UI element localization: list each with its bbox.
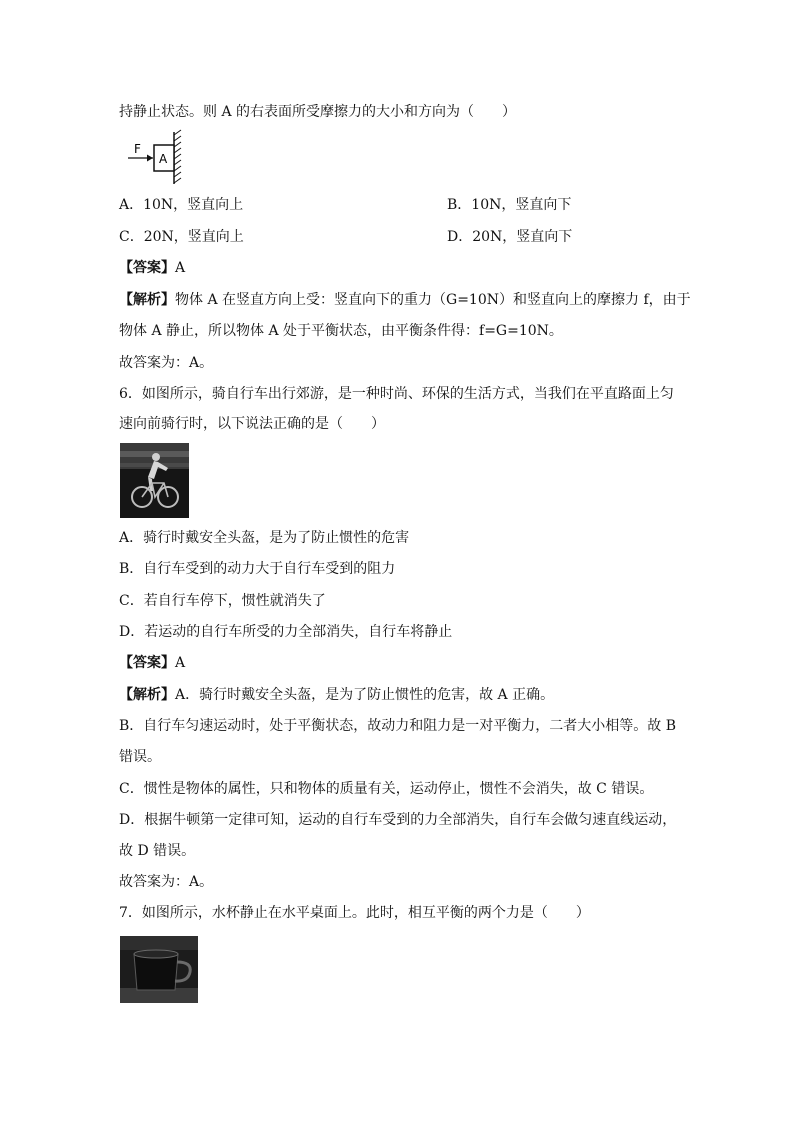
answer-tag: 【答案】	[119, 260, 175, 276]
q6-conclusion: 故答案为：A。	[119, 874, 214, 890]
answer-value: A	[175, 655, 186, 671]
q7-stem: 7．如图所示，水杯静止在水平桌面上。此时，相互平衡的两个力是（ ）	[119, 905, 590, 921]
q5-analysis-line-2: 物体 A 静止，所以物体 A 处于平衡状态，由平衡条件得：f=G=10N。	[119, 323, 563, 339]
q6-analysis-b-line-1: B．自行车匀速运动时，处于平衡状态，故动力和阻力是一对平衡力，二者大小相等。故 B	[119, 718, 677, 734]
q6-analysis-d-line-1: D．根据牛顿第一定律可知，运动的自行车受到的力全部消失，自行车会做匀速直线运动，	[119, 812, 677, 828]
q6-option-d: D．若运动的自行车所受的力全部消失，自行车将静止	[119, 624, 453, 640]
q5-conclusion: 故答案为：A。	[119, 355, 214, 371]
q5-stem: 持静止状态。则 A 的右表面所受摩擦力的大小和方向为（ ）	[119, 104, 517, 120]
q5-option-d: D．20N，竖直向下	[447, 229, 573, 245]
block-label: A	[159, 152, 168, 166]
q6-analysis-a	[119, 685, 554, 705]
q5-option-b: B．10N，竖直向下	[447, 197, 572, 213]
q5-option-c: C．20N，竖直向上	[119, 229, 244, 245]
q6-analysis-b-line-2: 错误。	[119, 749, 161, 765]
q6-option-c: C．若自行车停下，惯性就消失了	[119, 593, 326, 609]
cup-photo	[120, 936, 198, 1003]
answer-tag: 【答案】	[119, 655, 175, 671]
analysis-text: 物体 A 在竖直方向上受：竖直向下的重力（G=10N）和竖直向上的摩擦力 f，由于	[175, 292, 691, 308]
q6-analysis-c: C．惯性是物体的属性，只和物体的质量有关，运动停止，惯性不会消失，故 C 错误。	[119, 781, 654, 797]
analysis-tag: 【解析】	[119, 687, 175, 703]
q5-option-a: A．10N，竖直向上	[119, 197, 244, 213]
q6-stem-line-2: 速向前骑行时，以下说法正确的是（ ）	[119, 416, 385, 432]
cyclist-photo	[120, 443, 189, 518]
q6-option-a: A．骑行时戴安全头盔，是为了防止惯性的危害	[119, 530, 410, 546]
q6-analysis-d-line-2: 故 D 错误。	[119, 843, 196, 859]
answer-value: A	[175, 260, 186, 276]
force-block-wall-figure	[126, 129, 190, 187]
q5-analysis-line-1	[119, 290, 691, 310]
force-label: F	[134, 142, 141, 156]
q5-answer	[119, 258, 185, 278]
q6-stem-line-1: 6．如图所示，骑自行车出行郊游，是一种时尚、环保的生活方式，当我们在平直路面上匀	[119, 386, 674, 402]
analysis-text: A．骑行时戴安全头盔，是为了防止惯性的危害，故 A 正确。	[175, 687, 555, 703]
q6-answer	[119, 653, 185, 673]
q6-option-b: B．自行车受到的动力大于自行车受到的阻力	[119, 561, 396, 577]
analysis-tag: 【解析】	[119, 292, 175, 308]
